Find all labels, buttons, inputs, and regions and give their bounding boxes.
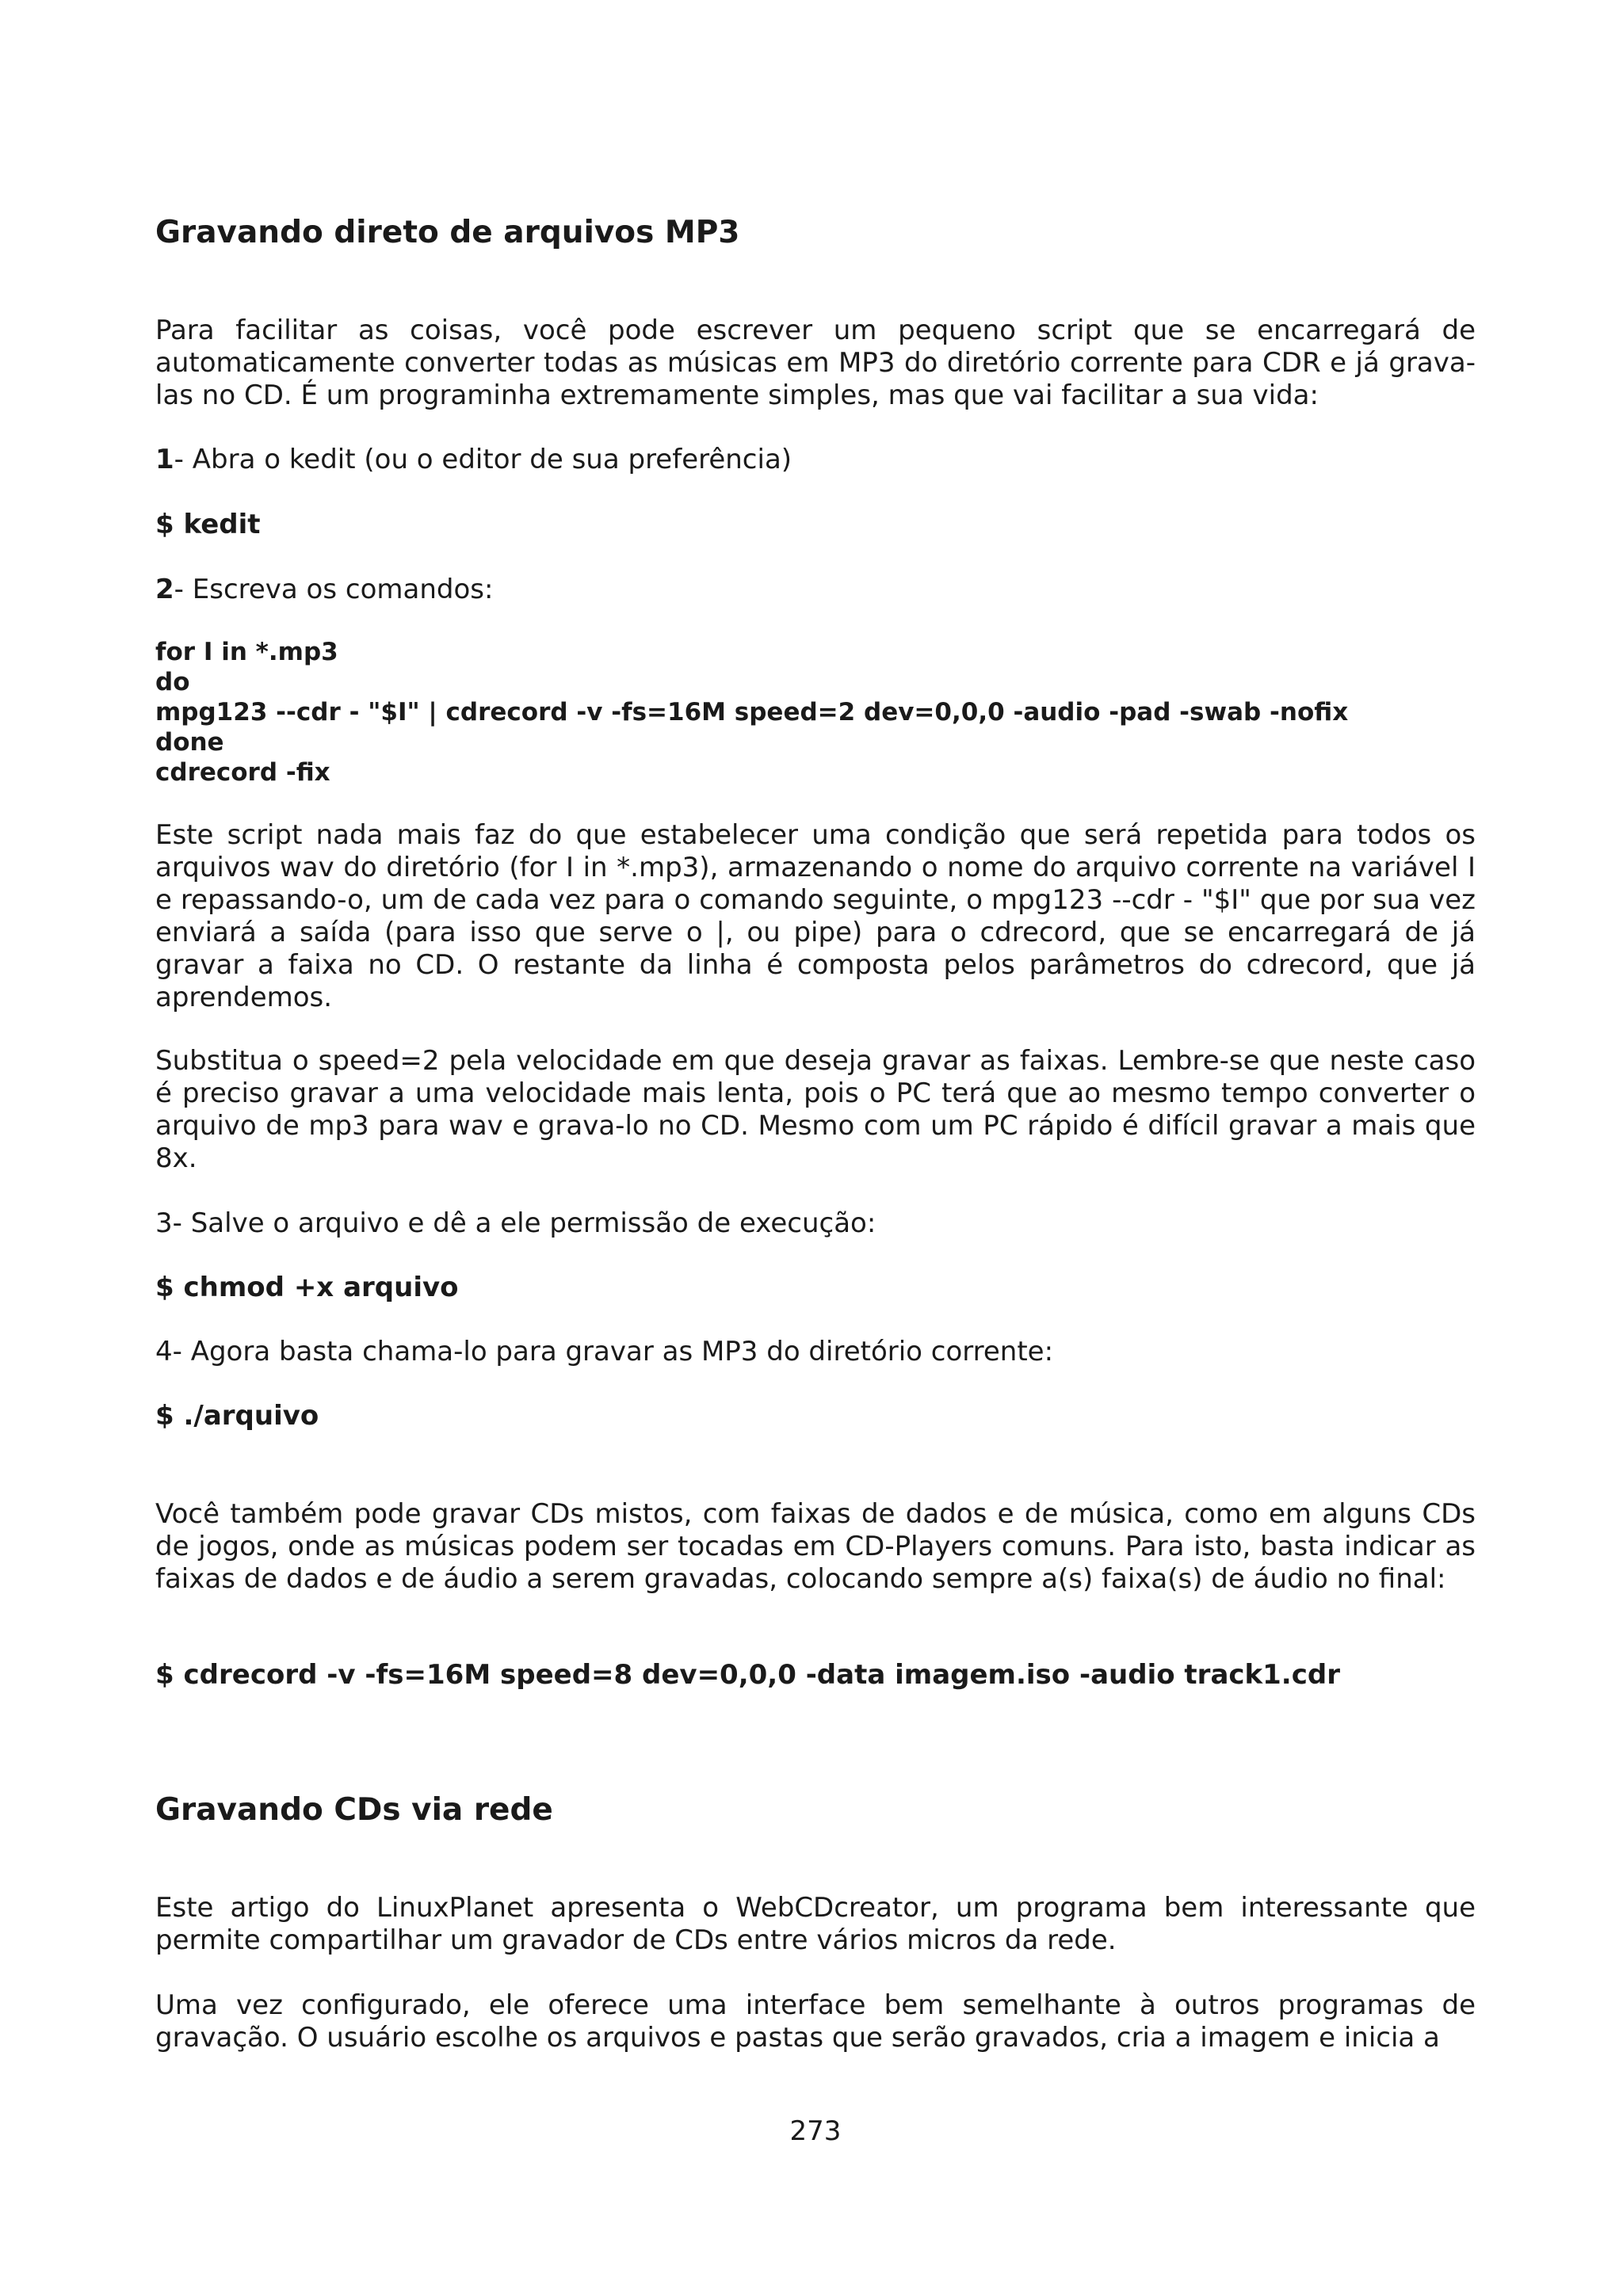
section-title-network: Gravando CDs via rede: [155, 1792, 553, 1828]
network-paragraph-1: Este artigo do LinuxPlanet apresenta o WebCDcreator, um programa bem interessante que permite compartilhar um gravador de CDs entre vários micros da rede.: [155, 1892, 1476, 1956]
speed-note: Substitua o speed=2 pela velocidade em que deseja gravar as faixas. Lembre-se que neste caso é preciso gravar a uma velocidade mais lenta, pois o PC terá que ao mesmo tempo converter o arquivo de mp3 para wav e grava-lo no CD. Mesmo com um PC rápido é difícil gravar a mais que 8x.: [155, 1045, 1476, 1174]
step-2-text: - Escreva os comandos:: [174, 574, 494, 605]
step-1-number: 1: [155, 444, 174, 475]
page-number: 273: [789, 2115, 842, 2147]
document-page: [155, 0, 1476, 2296]
code-line: mpg123 --cdr - "$I" | cdrecord -v -fs=16M speed=2 dev=0,0,0 -audio -pad -swab -nofix: [155, 698, 1349, 727]
step-1-text: - Abra o kedit (ou o editor de sua preferência): [174, 444, 792, 475]
command-chmod: $ chmod +x arquivo: [155, 1272, 459, 1303]
script-code-block: [155, 637, 1348, 788]
code-line: done: [155, 728, 224, 757]
command-run: $ ./arquivo: [155, 1400, 319, 1432]
code-line: for I in *.mp3: [155, 638, 338, 666]
code-line: do: [155, 668, 190, 696]
code-line: cdrecord -fix: [155, 758, 330, 787]
command-kedit: $ kedit: [155, 509, 261, 540]
network-paragraph-2: Uma vez configurado, ele oferece uma interface bem semelhante à outros programas de gravação. O usuário escolhe os arquivos e pastas que serão gravados, cria a imagem e inicia a: [155, 1989, 1476, 2054]
step-2-number: 2: [155, 574, 174, 605]
section-title-mp3: Gravando direto de arquivos MP3: [155, 215, 740, 250]
step-3: 3- Salve o arquivo e dê a ele permissão de execução:: [155, 1207, 876, 1239]
step-2: [155, 574, 1476, 606]
mixed-cds-paragraph: Você também pode gravar CDs mistos, com faixas de dados e de música, como em alguns CDs de jogos, onde as músicas podem ser tocadas em CD-Players comuns. Para isto, basta indicar as faixas de dados e de áudio a serem gravadas, colocando sempre a(s) faixa(s) de áudio no final:: [155, 1498, 1476, 1595]
step-1: [155, 444, 1476, 476]
command-cdrecord-mixed: $ cdrecord -v -fs=16M speed=8 dev=0,0,0 -data imagem.iso -audio track1.cdr: [155, 1659, 1340, 1691]
script-explanation: Este script nada mais faz do que estabelecer uma condição que será repetida para todos os arquivos wav do diretório (for I in *.mp3), armazenando o nome do arquivo corrente na variável I e repassando-o, um de cada vez para o comando seguinte, o mpg123 --cdr - "$I" que por sua vez enviará a saída (para isso que serve o |, ou pipe) para o cdrecord, que se encarregará de já gravar a faixa no CD. O restante da linha é composta pelos parâmetros do cdrecord, que já aprendemos.: [155, 819, 1476, 1013]
step-4: 4- Agora basta chama-lo para gravar as MP3 do diretório corrente:: [155, 1336, 1054, 1367]
intro-paragraph: Para facilitar as coisas, você pode escrever um pequeno script que se encarregará de automaticamente converter todas as músicas em MP3 do diretório corrente para CDR e já grava-las no CD. É um programinha extremamente simples, mas que vai facilitar a sua vida:: [155, 315, 1476, 411]
